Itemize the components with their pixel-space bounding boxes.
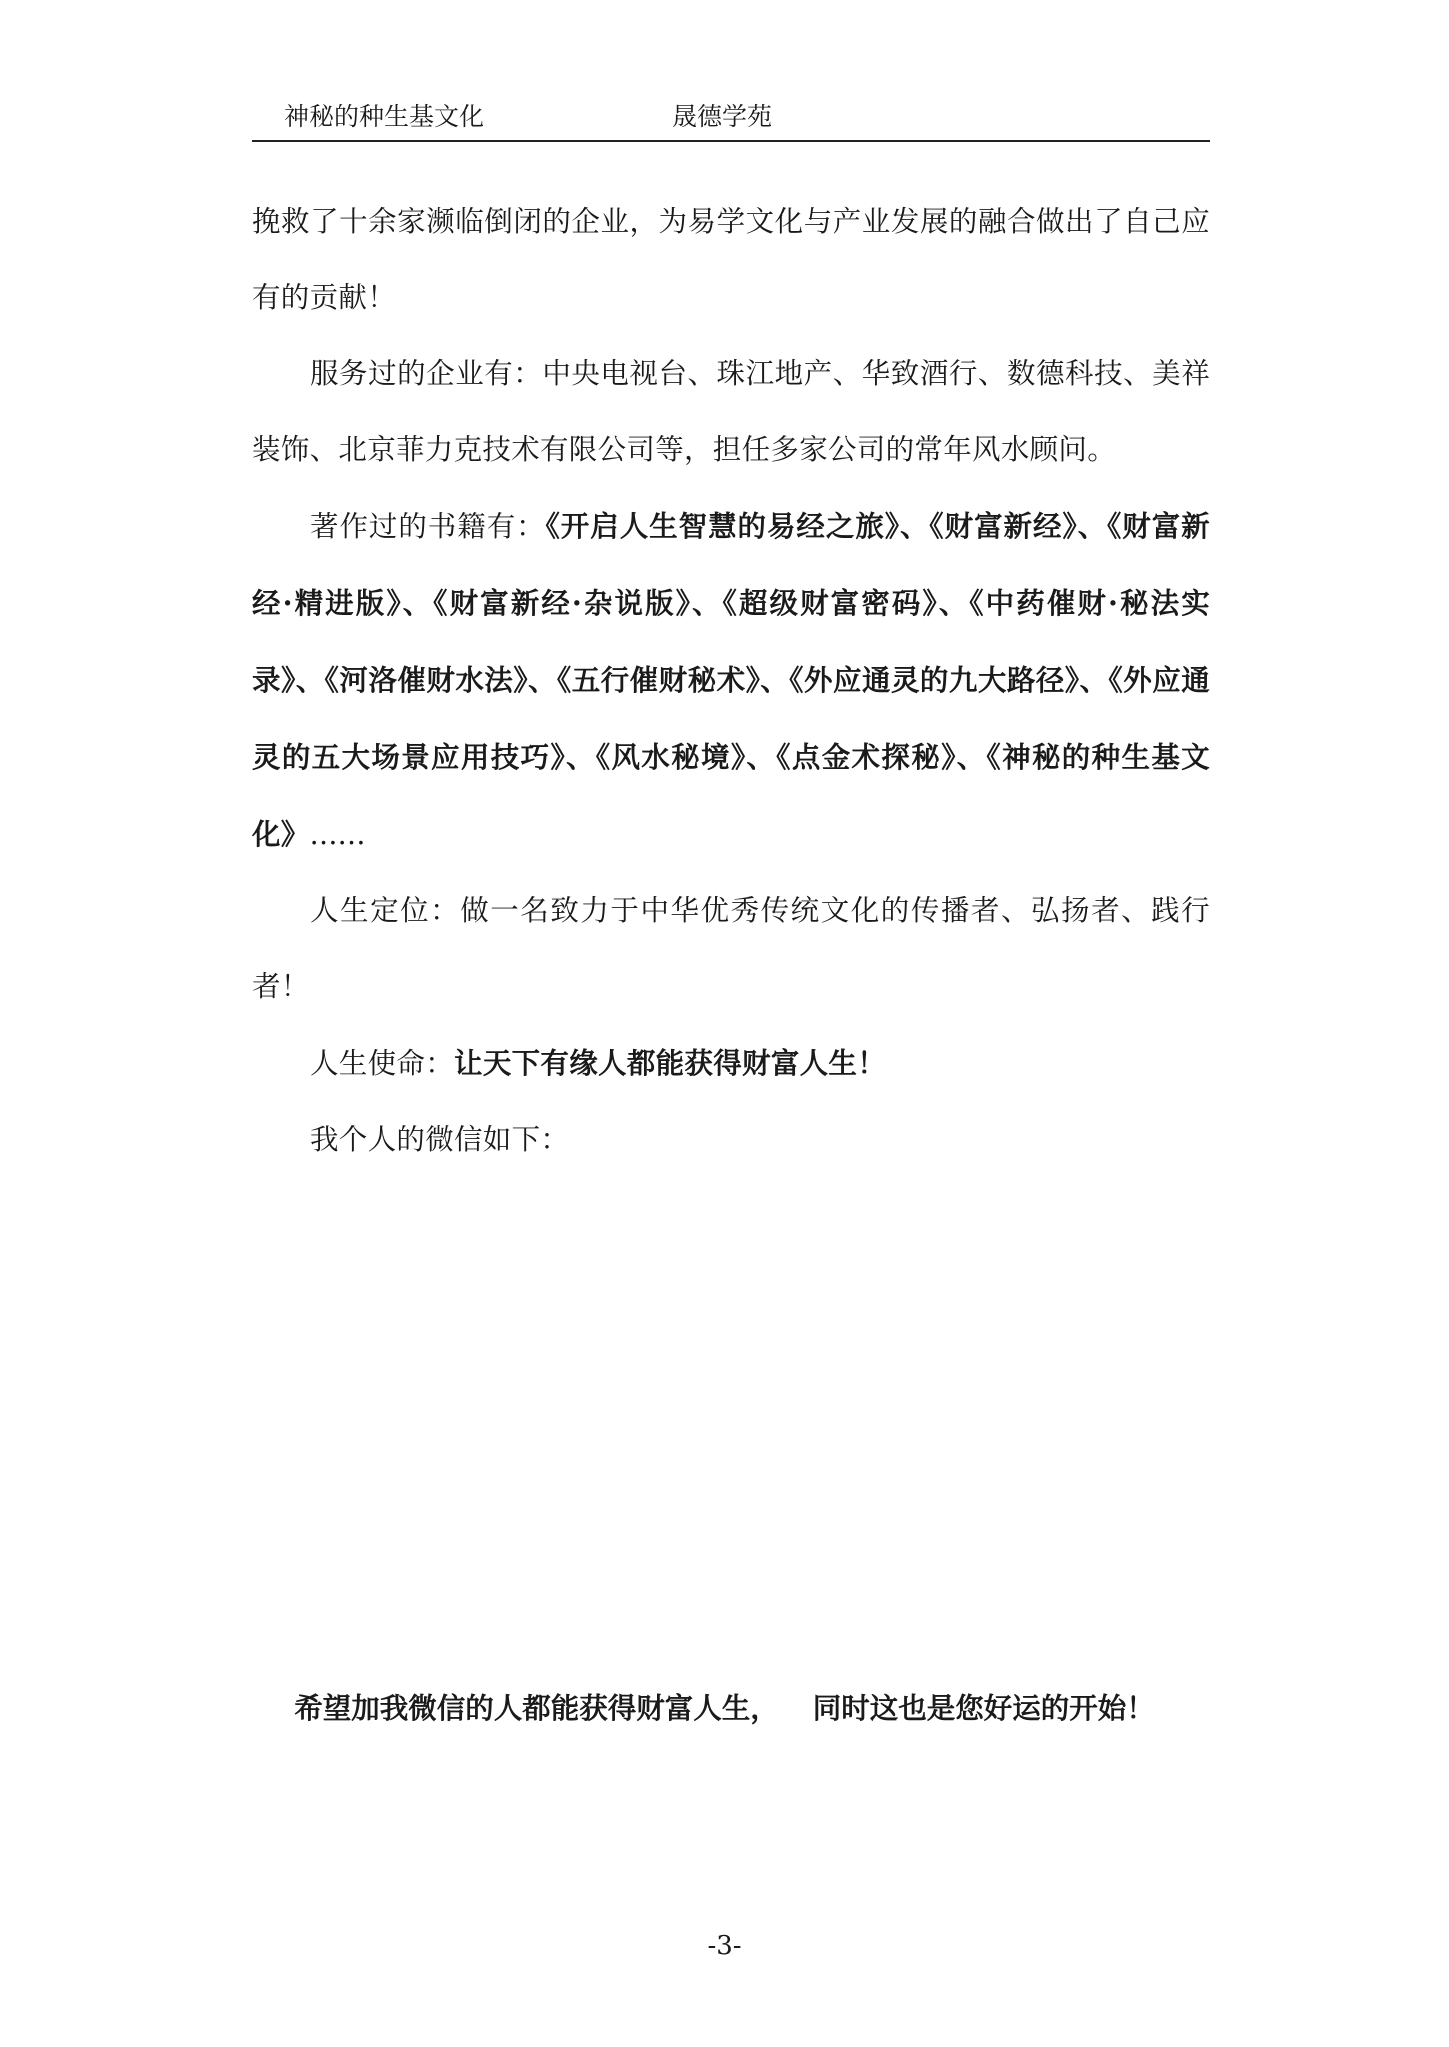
blank-qr-area xyxy=(252,1090,1210,1650)
page-number: -3- xyxy=(707,1931,742,1961)
header-publisher: 晟德学苑 xyxy=(672,102,773,131)
closing-statement xyxy=(0,1688,1449,1728)
paragraph-wechat-intro: 我个人的微信如下： xyxy=(310,1123,570,1156)
books-prefix: 著作过的书籍有： xyxy=(310,510,546,543)
paragraph-books xyxy=(252,488,1210,873)
page-header xyxy=(252,96,1210,142)
document-body xyxy=(252,184,1210,1178)
mission-prefix: 人生使命： xyxy=(310,1047,455,1080)
books-ellipsis: ...... xyxy=(309,818,366,851)
paragraph-contribution: 挽救了十余家濒临倒闭的企业，为易学文化与产业发展的融合做出了自己应有的贡献！ xyxy=(252,205,1210,314)
paragraph-clients: 服务过的企业有：中央电视台、珠江地产、华致酒行、数德科技、美祥装饰、北京菲力克技术有限公司等，担任多家公司的常年风水顾问。 xyxy=(252,357,1210,466)
closing-part-2: 同时这也是您好运的开始！ xyxy=(812,1691,1155,1725)
books-list: 《开启人生智慧的易经之旅》、《财富新经》、《财富新经·精进版》、《财富新经·杂说版》、《超级财富密码》、《中药催财·秘法实录》、《河洛催财水法》、《五行催财秘术》、《外应通灵的九大路径》、《外应通灵的五大场景应用技巧》、《风水秘境》、《点金术探秘》、《神秘的种生基文化》 xyxy=(252,509,1210,851)
header-document-title: 神秘的种生基文化 xyxy=(284,102,485,131)
paragraph-life-position: 人生定位：做一名致力于中华优秀传统文化的传播者、弘扬者、践行者！ xyxy=(252,894,1210,1003)
closing-part-1: 希望加我微信的人都能获得财富人生， xyxy=(294,1691,779,1725)
mission-statement: 让天下有缘人都能获得财富人生！ xyxy=(454,1046,887,1080)
